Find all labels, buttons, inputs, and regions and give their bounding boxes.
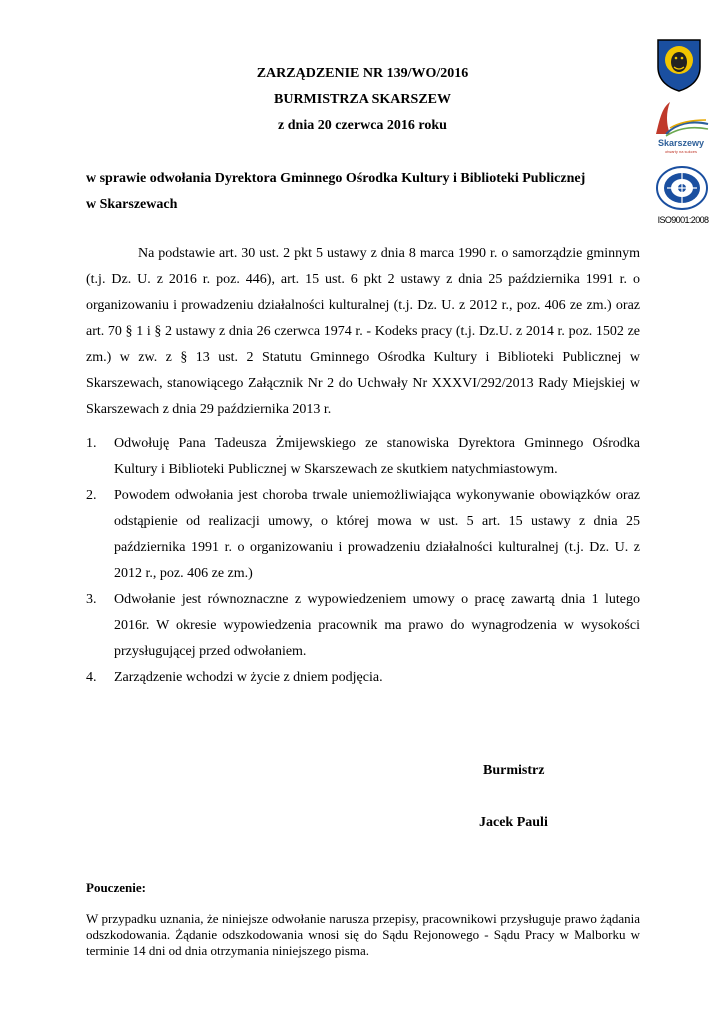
iso-certification-icon <box>655 165 709 211</box>
signatory-title: Burmistrz <box>483 763 545 778</box>
list-item <box>86 665 640 691</box>
item-text: Powodem odwołania jest choroba trwale uniemożliwiająca wykonywanie obowiązków oraz odstąpienie od realizacji umowy, o której mowa w ust. 5 art. 15 ustawy z dnia 25 października 1991 r. o organizowaniu i prowadzeniu działalności kulturalnej (t.j. Dz. U. z 2012 r., poz. 406 ze zm.) <box>114 488 640 581</box>
brand-tagline: otwarty na sukces <box>664 149 697 154</box>
item-number: 4. <box>86 670 97 685</box>
issuer: BURMISTRZA SKARSZEW <box>274 92 451 107</box>
brand-name: Skarszewy <box>657 138 705 148</box>
item-number: 1. <box>86 436 97 451</box>
decree-date: z dnia 20 czerwca 2016 roku <box>278 118 447 133</box>
legal-basis-paragraph: Na podstawie art. 30 ust. 2 pkt 5 ustawy z dnia 8 marca 1990 r. o samorządzie gminnym (t.j. Dz. U. z 2016 r. poz. 446), art. 15 ust. 6 pkt 2 ustawy z dnia 25 października 1991 r. o organizowaniu i prowadzeniu działalności kulturalnej (t.j. Dz. U. z 2012 r., poz. 406 ze zm.) oraz art. 70 § 1 i § 2 ustawy z dnia 26 czerwca 1974 r. - Kodeks pracy (t.j. Dz.U. z 2014 r. poz. 1502 ze zm.) w zw. z § 13 ust. 2 Statutu Gminnego Ośrodka Kultury i Biblioteki Publicznej w Skarszewach, stanowiącego Załącznik Nr 2 do Uchwały Nr XXXVI/292/2013 Rady Miejskiej w Skarszewach z dnia 29 października 2013 r. <box>86 246 640 417</box>
iso-label: ISO9001:2008 <box>657 215 709 225</box>
item-number: 2. <box>86 488 97 503</box>
list-item <box>86 431 640 483</box>
subject-line: w Skarszewach <box>86 197 178 212</box>
signatory-name: Jacek Pauli <box>479 815 548 830</box>
item-text: Odwołanie jest równoznaczne z wypowiedzeniem umowy o pracę zawartą dnia 1 lutego 2016r. W okresie wypowiedzenia pracownik ma prawo do wynagrodzenia w wysokości przysługującej przed odwołaniem. <box>114 592 640 659</box>
item-number: 3. <box>86 592 97 607</box>
notice-text: W przypadku uznania, że niniejsze odwołanie narusza przepisy, pracownikowi przysługuje prawo żądania odszkodowania. Żądanie odszkodowania wnosi się do Sądu Rejonowego - Sądu Pracy w Malborku w terminie 14 dni od dnia otrzymania niniejszego pisma. <box>86 911 640 958</box>
item-text: Odwołuję Pana Tadeusza Żmijewskiego ze stanowiska Dyrektora Gminnego Ośrodka Kultury i Biblioteki Publicznej w Skarszewach ze skutkiem natychmiastowym. <box>114 436 640 477</box>
subject <box>86 166 646 218</box>
item-text: Zarządzenie wchodzi w życie z dniem podjęcia. <box>114 670 383 685</box>
decree-number: ZARZĄDZENIE NR 139/WO/2016 <box>256 66 469 81</box>
coat-of-arms-icon <box>655 37 703 93</box>
list-item <box>86 587 640 665</box>
provisions-list <box>86 431 640 691</box>
list-item <box>86 483 640 587</box>
notice-heading: Pouczenie: <box>86 880 146 895</box>
subject-line: w sprawie odwołania Dyrektora Gminnego Ośrodka Kultury i Biblioteki Publicznej <box>86 171 586 186</box>
